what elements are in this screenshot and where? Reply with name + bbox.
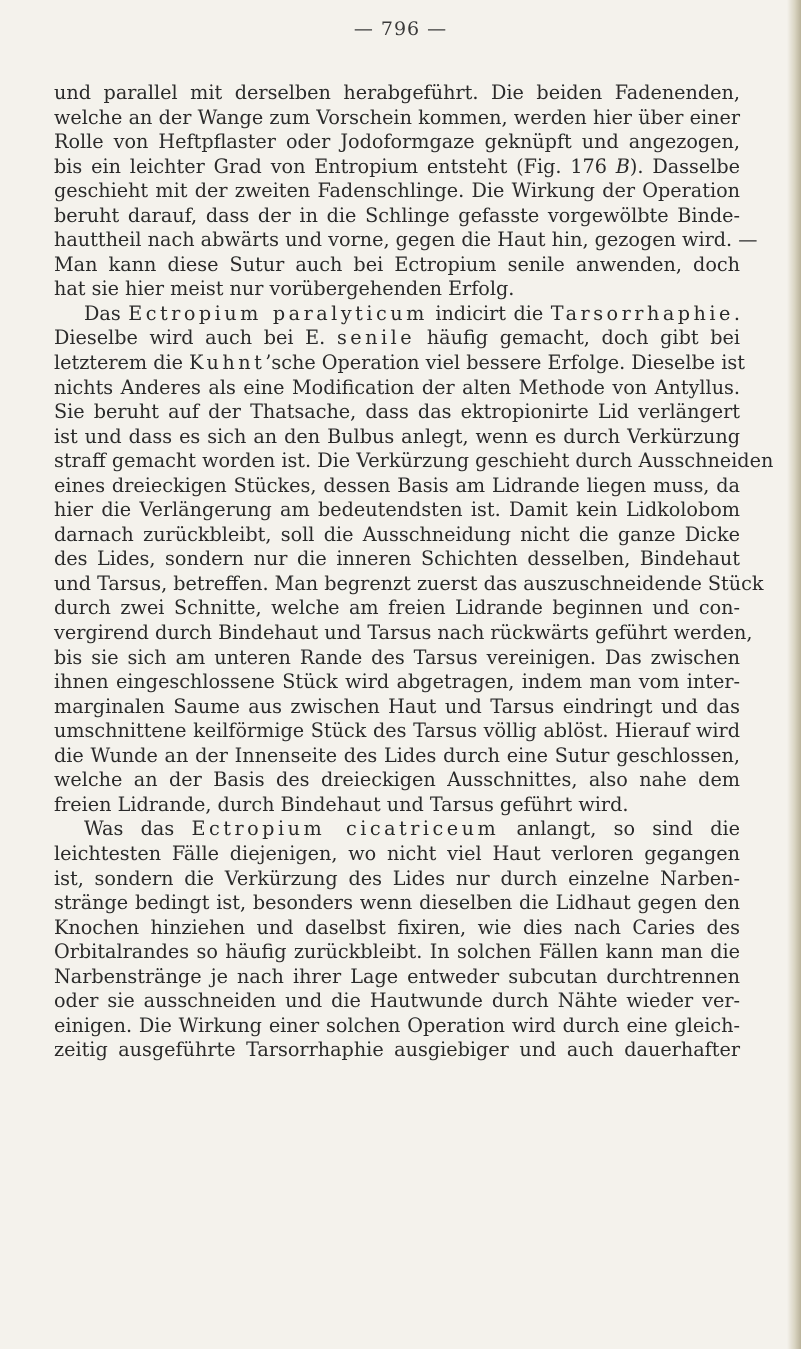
paragraph-start-line: Was das Ectropium cicatriceum anlangt, so sind die <box>84 817 740 841</box>
text-line: Dieselbe wird auch bei E. senile häufig gemacht, doch gibt bei <box>54 326 740 350</box>
text-line: Knochen hinziehen und daselbst fixiren, wie dies nach Caries des <box>54 915 740 939</box>
text-line: Narbenstränge je nach ihrer Lage entweder subcutan durchtrennen <box>54 964 740 988</box>
text-line: und parallel mit derselben herabgeführt. Die beiden Fadenenden, <box>54 81 740 104</box>
body-text <box>54 81 774 1063</box>
text-line: und Tarsus, betreffen. Man begrenzt zuerst das auszuschneidende Stück <box>54 571 764 595</box>
text-line: beruht darauf, dass der in die Schlinge gefasste vorgewölbte Binde- <box>54 203 740 227</box>
text-line: hier die Verlängerung am bedeutendsten ist. Damit kein Lidkolobom <box>54 498 740 522</box>
text-line: marginalen Saume aus zwischen Haut und Tarsus eindringt und das <box>54 694 740 718</box>
text-line: leichtesten Fälle diejenigen, wo nicht viel Haut verloren gegangen <box>54 841 740 865</box>
text-line: geschieht mit der zweiten Fadenschlinge. Die Wirkung der Operation <box>54 179 740 203</box>
text-line: zeitig ausgeführte Tarsorrhaphie ausgiebiger und auch dauerhafter <box>54 1038 740 1062</box>
paragraph-start-line: Das Ectropium paralyticum indicirt die Tarsorrhaphie. <box>84 301 740 325</box>
text-line: bis sie sich am unteren Rande des Tarsus vereinigen. Das zwischen <box>54 645 740 669</box>
text-line: umschnittene keilförmige Stück des Tarsus völlig ablöst. Hierauf wird <box>54 719 740 743</box>
text-line: stränge bedingt ist, besonders wenn dieselben die Lidhaut gegen den <box>54 891 740 915</box>
text-line: eines dreieckigen Stückes, dessen Basis am Lidrande liegen muss, da <box>54 473 740 497</box>
text-line: einigen. Die Wirkung einer solchen Operation wird durch eine gleich- <box>54 1013 740 1037</box>
page-edge-shadow <box>787 0 801 1349</box>
text-line: letzterem die Kuhnt’sche Operation viel bessere Erfolge. Dieselbe ist <box>54 351 745 375</box>
text-line: straff gemacht worden ist. Die Verkürzung geschieht durch Ausschneiden <box>54 449 774 473</box>
text-line: die Wunde an der Innenseite des Lides durch eine Sutur geschlossen, <box>54 743 740 767</box>
text-line: welche an der Basis des dreieckigen Ausschnittes, also nahe dem <box>54 768 740 792</box>
text-line: welche an der Wange zum Vorschein kommen, werden hier über einer <box>54 105 740 129</box>
text-line: freien Lidrande, durch Bindehaut und Tarsus geführt wird. <box>54 792 629 816</box>
text-line: darnach zurückbleibt, soll die Ausschneidung nicht die ganze Dicke <box>54 522 740 546</box>
text-line: Orbitalrandes so häufig zurückbleibt. In solchen Fällen kann man die <box>54 940 740 964</box>
text-line: Sie beruht auf der Thatsache, dass das ektropionirte Lid verlängert <box>54 400 740 424</box>
text-line: bis ein leichter Grad von Entropium entsteht (Fig. 176 B). Dasselbe <box>54 154 740 178</box>
text-line: oder sie ausschneiden und die Hautwunde durch Nähte wieder ver- <box>54 989 740 1013</box>
text-line: hauttheil nach abwärts und vorne, gegen die Haut hin, gezogen wird. — <box>54 228 758 252</box>
page-number: — 796 — <box>353 18 448 40</box>
text-line: ist, sondern die Verkürzung des Lides nur durch einzelne Narben- <box>54 866 740 890</box>
text-line: nichts Anderes als eine Modification der alten Methode von Antyllus. <box>54 375 740 399</box>
text-line: vergirend durch Bindehaut und Tarsus nach rückwärts geführt werden, <box>54 621 753 645</box>
text-line: Rolle von Heftpflaster oder Jodoformgaze geknüpft und angezogen, <box>54 130 740 154</box>
text-line: hat sie hier meist nur vorübergehenden Erfolg. <box>54 277 515 301</box>
text-line: ihnen eingeschlossene Stück wird abgetragen, indem man vom inter- <box>54 670 740 694</box>
text-line: Man kann diese Sutur auch bei Ectropium senile anwenden, doch <box>54 252 740 276</box>
text-line: des Lides, sondern nur die inneren Schichten desselben, Bindehaut <box>54 547 740 571</box>
text-line: durch zwei Schnitte, welche am freien Lidrande beginnen und con- <box>54 596 740 620</box>
text-line: ist und dass es sich an den Bulbus anlegt, wenn es durch Verkürzung <box>54 424 740 448</box>
